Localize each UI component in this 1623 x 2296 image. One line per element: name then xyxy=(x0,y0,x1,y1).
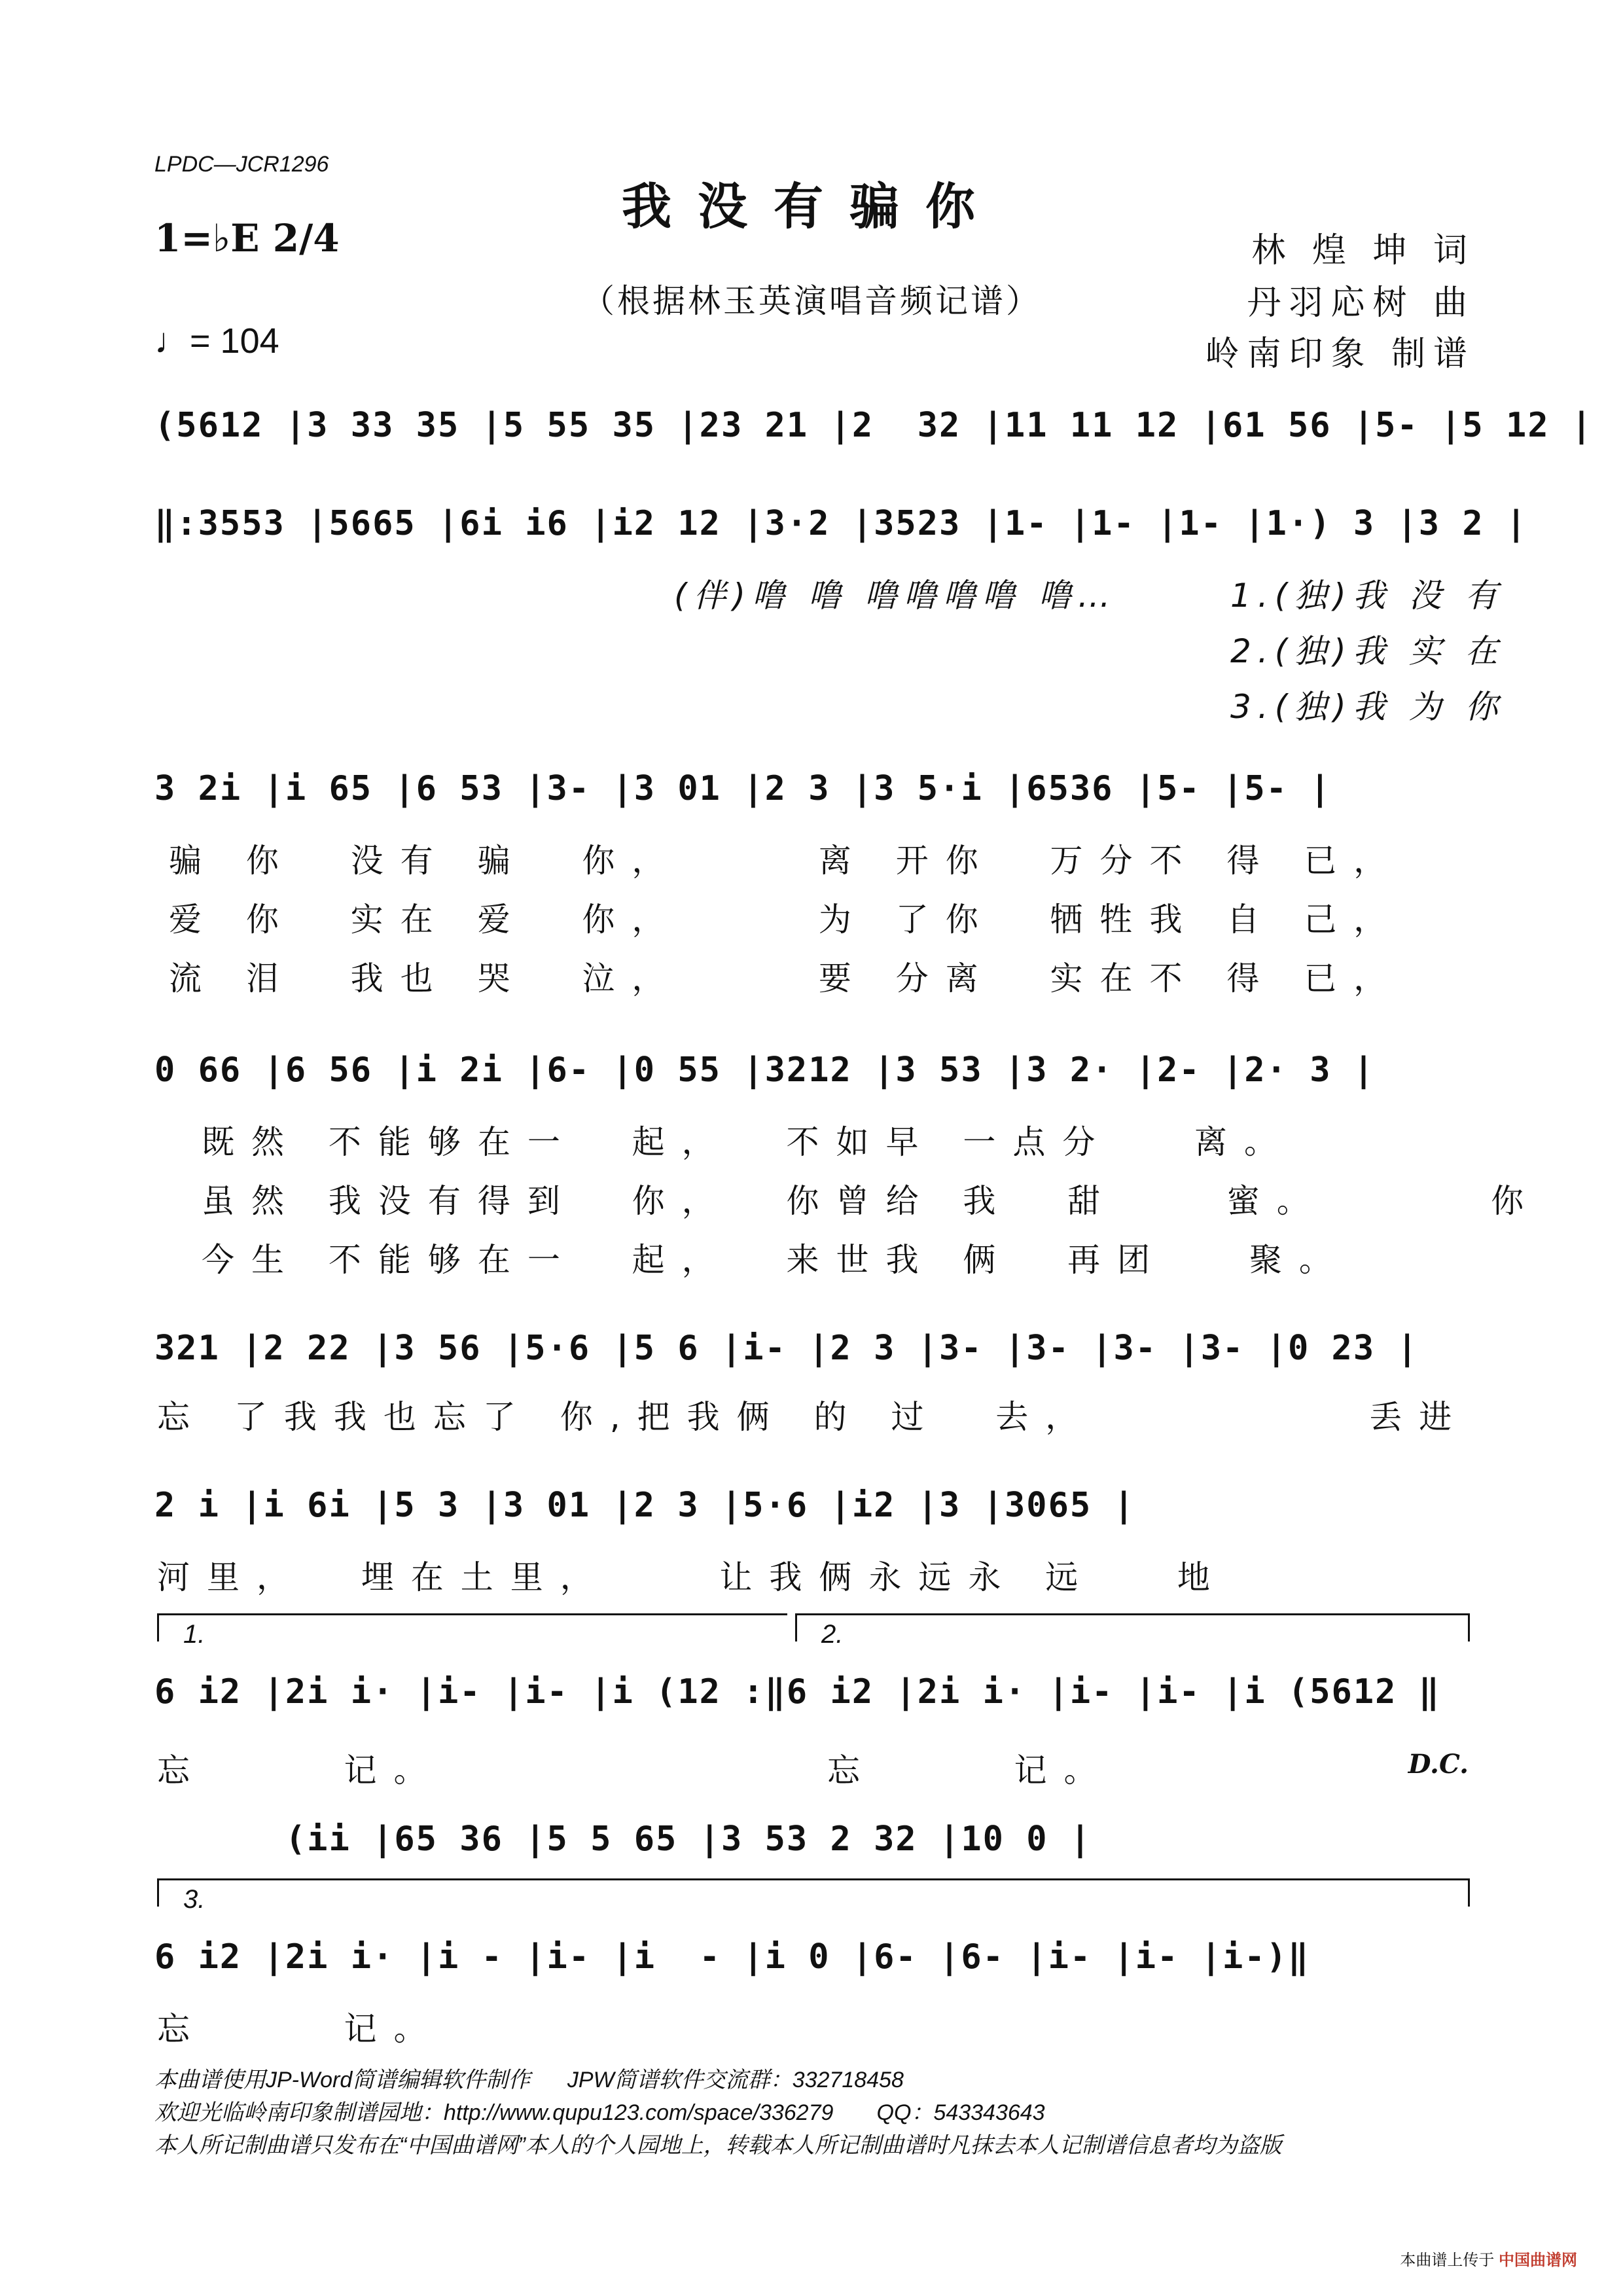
lyric-line: 骗 你 没有 骗 你， 离 开你 万分不 得 已， xyxy=(169,842,1404,880)
ending-label-1: 1. xyxy=(183,1620,205,1649)
credit-composer: 丹羽応树 曲 xyxy=(1247,283,1475,323)
lyric-line: 河里， 埋在土里， 让我俩永远永 远 地 xyxy=(157,1558,1227,1596)
score-code: LPDC—JCR1296 xyxy=(154,152,329,177)
footer-line-1: 本曲谱使用JP-Word简谱编辑软件制作 JPW简谱软件交流群：332718458 xyxy=(154,2068,904,2092)
lyric-line: 今生 不能够在一 起， 来世我 俩 再团 聚。 xyxy=(202,1241,1349,1279)
lyric-line: 3.(独)我 为 你 xyxy=(1230,688,1505,726)
notation-line-6: 2 i |i 6i |5 3 |3 01 |2 3 |5·6 |i2 |3 |3065 | xyxy=(154,1486,1135,1525)
subtitle: （根据林玉英演唱音频记谱） xyxy=(582,282,1041,320)
credit-lyricist: 林 煌 坤 词 xyxy=(1251,231,1475,270)
footer-line-2: 欢迎光临岭南印象制谱园地：http://www.qupu123.com/space/336279 QQ：543343643 xyxy=(154,2100,1045,2125)
ending-bracket-1 xyxy=(157,1613,787,1641)
notation-line-3: 3 2i |i 65 |6 53 |3- |3 01 |2 3 |3 5·i |6536 |5- |5- | xyxy=(154,769,1332,808)
ending-bracket-2 xyxy=(795,1613,1470,1641)
lyric-line: 忘 记。 忘 记。 xyxy=(157,1751,1114,1789)
lyric-line: (伴)噜 噜 噜噜噜噜 噜… xyxy=(674,577,1117,615)
lyric-line: 爱 你 实在 爱 你， 为 了你 牺牲我 自 己， xyxy=(169,901,1404,939)
credit-transcriber: 岭南印象 制谱 xyxy=(1205,334,1475,374)
lyric-line: 既然 不能够在一 起， 不如早 一点分 离。 xyxy=(202,1123,1294,1161)
notation-line-9: 6 i2 |2i i· |i - |i- |i - |i 0 |6- |6- |i- |i- |i-)‖ xyxy=(154,1937,1310,1977)
notation-line-7: 6 i2 |2i i· |i- |i- |i (12 :‖6 i2 |2i i· |i- |i- |i (5612 ‖ xyxy=(154,1672,1441,1712)
tempo-marking: ♩= 104 xyxy=(154,321,279,361)
ending-label-2: 2. xyxy=(821,1620,844,1649)
notation-line-8: (ii |65 36 |5 5 65 |3 53 2 32 |10 0 | xyxy=(154,1820,1092,1859)
lyric-line: 忘 记。 xyxy=(157,2010,444,2048)
notation-line-4: 0 66 |6 56 |i 2i |6- |0 55 |3212 |3 53 |3 2· |2- |2· 3 | xyxy=(154,1050,1376,1090)
dc-marking: D.C. xyxy=(1408,1749,1469,1780)
notation-line-2: ‖:3553 |5665 |6i i6 |i2 12 |3·2 |3523 |1- |1- |1- |1·) 3 |3 2 | xyxy=(154,504,1528,543)
ending-bracket-3 xyxy=(157,1878,1470,1907)
song-title: 我没有骗你 xyxy=(622,177,1001,236)
key-signature: 1=♭E 2/4 xyxy=(154,216,340,260)
lyric-line: 流 泪 我也 哭 泣， 要 分离 实在不 得 已， xyxy=(169,960,1404,997)
lyric-line: 忘 了我我也忘了 你,把我俩 的 过 去， 丢进 xyxy=(157,1398,1469,1436)
upload-credit-prefix: 本曲谱上传于 xyxy=(1400,2251,1495,2269)
lyric-line: 2.(独)我 实 在 xyxy=(1230,632,1505,670)
footer-line-3: 本人所记制曲谱只发布在“中国曲谱网”本人的个人园地上，转载本人所记制曲谱时凡抹去本人记制谱信息者均为盗版 xyxy=(154,2133,1282,2158)
ending-label-3: 3. xyxy=(183,1885,205,1914)
notation-line-1: (5612 |3 33 35 |5 55 35 |23 21 |2 32 |11 11 12 |61 56 |5- |5 12 | xyxy=(154,406,1594,445)
notation-line-5: 321 |2 22 |3 56 |5·6 |5 6 |i- |2 3 |3- |3- |3- |3- |0 23 | xyxy=(154,1329,1419,1368)
lyric-line: 1.(独)我 没 有 xyxy=(1230,577,1505,615)
upload-credit xyxy=(1400,2247,1577,2270)
lyric-line: 虽然 我没有得到 你， 你曾给 我 甜 蜜。 你 xyxy=(202,1182,1541,1220)
site-logo: 中国曲谱网 xyxy=(1499,2251,1577,2269)
